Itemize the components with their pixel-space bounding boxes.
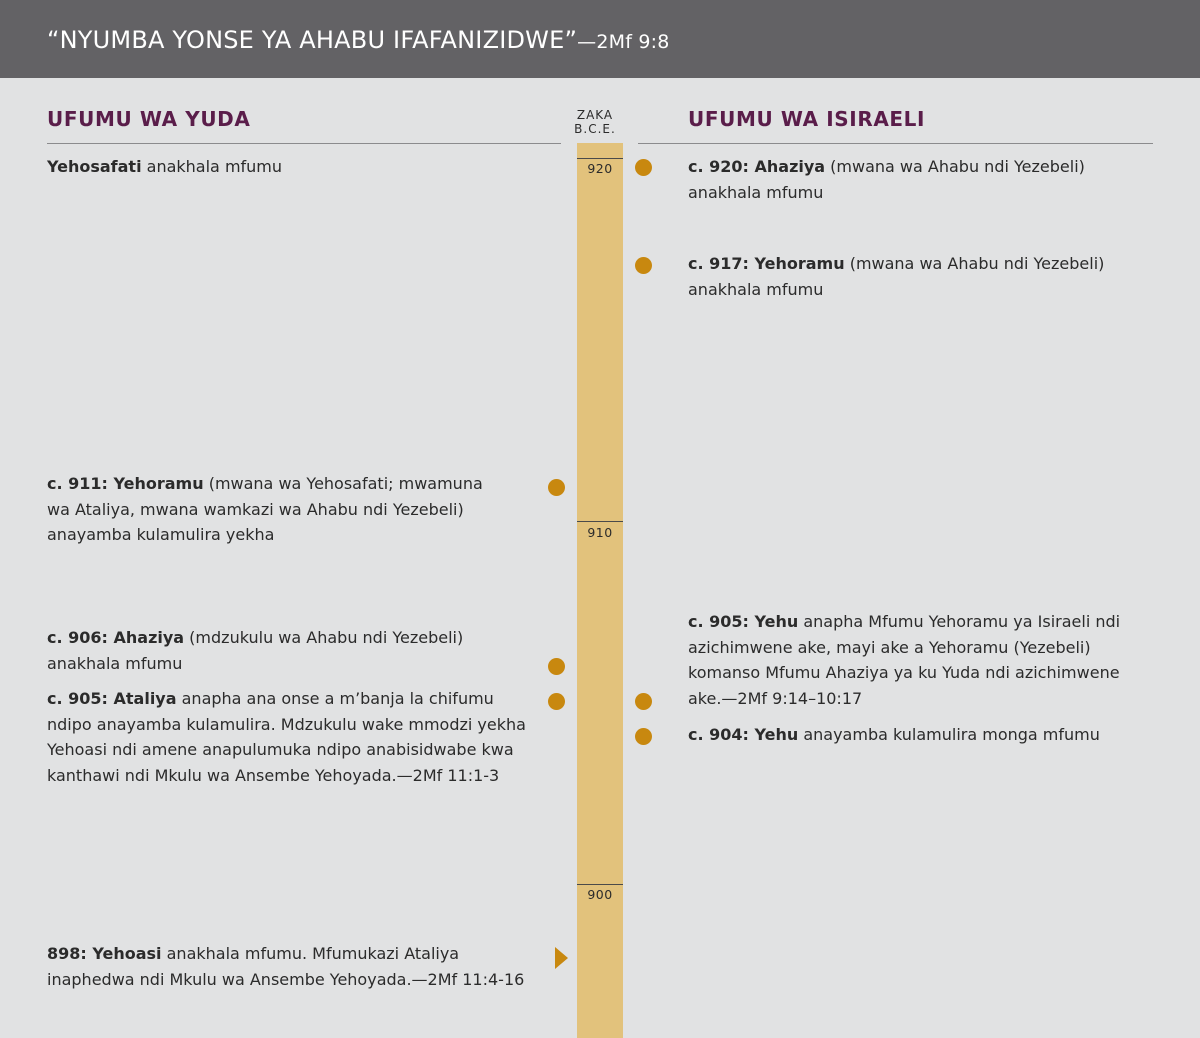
event-name: c. 917: Yehoramu (688, 254, 845, 273)
marker-judah-911 (548, 479, 565, 496)
event-name: c. 920: Ahaziya (688, 157, 826, 176)
marker-arrow-898 (555, 947, 568, 969)
marker-judah-905 (548, 693, 565, 710)
title-reference: —2Mf 9:8 (577, 31, 670, 53)
divider-left (47, 143, 561, 144)
tick-label-920: 920 (587, 161, 613, 176)
page-title (47, 26, 670, 54)
timeline-bar (577, 143, 623, 1038)
event-text: anapha Mfumu Yehoramu ya Isiraeli ndi azichimwene ake, mayi ake a Yehoramu (Yezebeli) komanso Mfumu Ahaziya ya ku Yuda ndi azichimwene ake.—2Mf 9:14–10:17 (688, 612, 1121, 708)
title-text: “NYUMBA YONSE YA AHABU IFAFANIZIDWE” (47, 26, 578, 54)
era-label (560, 108, 630, 136)
tick-910 (577, 521, 623, 522)
marker-israel-917 (635, 257, 652, 274)
event-judah-898 (47, 941, 527, 992)
tick-900 (577, 884, 623, 885)
event-text: (mwana wa Ahabu ndi Yezebeli) anakhala mfumu (688, 254, 1105, 299)
marker-judah-906 (548, 658, 565, 675)
marker-israel-920 (635, 159, 652, 176)
event-text: anakhala mfumu (141, 157, 283, 176)
event-text: (mwana wa Yehosafati; mwamuna wa Ataliya, mwana wamkazi wa Ahabu ndi Yezebeli) anayamba kulamulira yekha (47, 474, 483, 544)
marker-israel-905 (635, 693, 652, 710)
event-israel-920 (688, 154, 1118, 205)
event-name: c. 905: Ataliya (47, 689, 177, 708)
event-judah-yehosafati (47, 154, 527, 180)
marker-israel-904 (635, 728, 652, 745)
divider-right (638, 143, 1153, 144)
event-israel-917 (688, 251, 1118, 302)
event-text: anakhala mfumu. Mfumukazi Ataliya inaphedwa ndi Mkulu wa Ansembe Yehoyada.—2Mf 11:4-16 (47, 944, 525, 989)
event-israel-904 (688, 722, 1148, 748)
event-text: (mwana wa Ahabu ndi Yezebeli) anakhala mfumu (688, 157, 1085, 202)
event-judah-911 (47, 471, 487, 548)
event-judah-906 (47, 625, 477, 676)
tick-label-900: 900 (587, 887, 613, 902)
header-banner (0, 0, 1200, 78)
heading-israel: UFUMU WA ISIRAELI (688, 107, 926, 131)
event-text: anapha ana onse a m’banja la chifumu ndipo anayamba kulamulira. Mdzukulu wake mmodzi yekha Yehoasi ndi amene anapulumuka ndipo anabisidwabe kwa kanthawi ndi Mkulu wa Ansembe Yehoyada.—2Mf 11:1-3 (47, 689, 526, 785)
event-name: c. 905: Yehu (688, 612, 799, 631)
tick-label-910: 910 (587, 525, 613, 540)
heading-judah: UFUMU WA YUDA (47, 107, 251, 131)
event-name: 898: Yehoasi (47, 944, 162, 963)
event-judah-905 (47, 686, 527, 788)
era-label-line2: B.C.E. (574, 122, 616, 136)
event-name: c. 911: Yehoramu (47, 474, 204, 493)
tick-920 (577, 158, 623, 159)
event-text: (mdzukulu wa Ahabu ndi Yezebeli) anakhala mfumu (47, 628, 464, 673)
event-name: c. 906: Ahaziya (47, 628, 185, 647)
event-name: Yehosafati (47, 157, 142, 176)
event-israel-905 (688, 609, 1128, 711)
event-name: c. 904: Yehu (688, 725, 799, 744)
event-text: anayamba kulamulira monga mfumu (798, 725, 1100, 744)
era-label-line1: ZAKA (576, 108, 614, 122)
